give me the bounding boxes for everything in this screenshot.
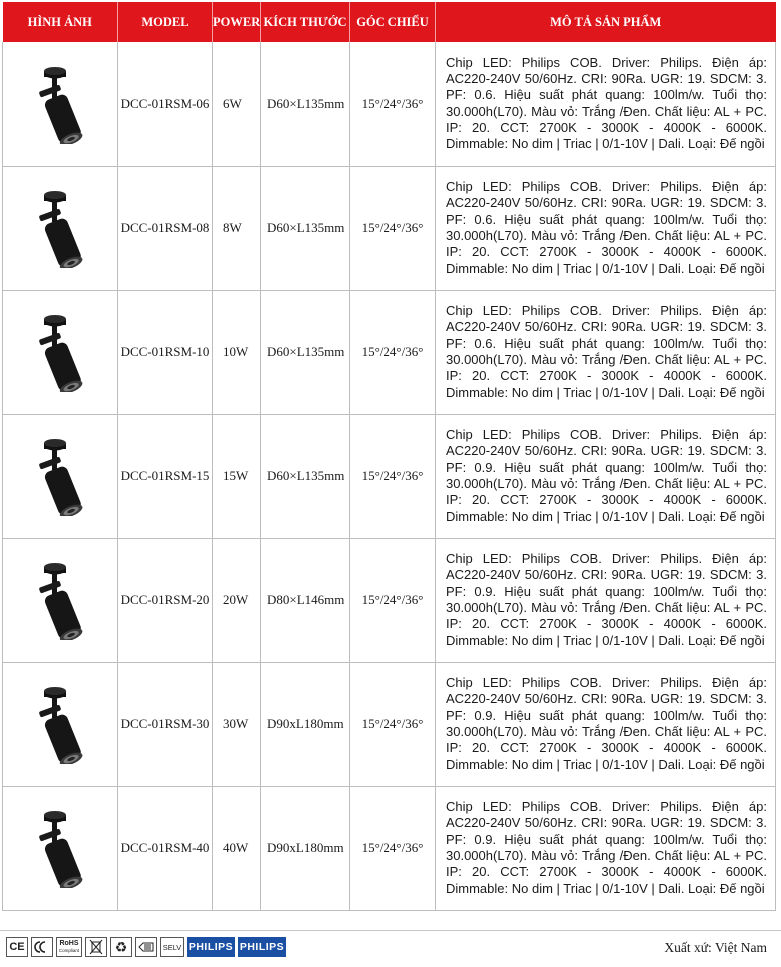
product-spec-table: [2, 2, 776, 911]
spotlight-product-image: [25, 64, 95, 144]
product-image-cell: [3, 42, 118, 166]
beam-angle-cell: 15°/24°/36°: [350, 786, 436, 910]
spotlight-product-image: [25, 560, 95, 640]
description-cell: Chip LED: Philips COB. Driver: Philips. Điện áp: AC220-240V 50/60Hz. CRI: 90Ra. UGR: 19. SDCM: 3. PF: 0.6. Hiệu suất phát quang: 100lm/w. Tuổi thọ: 30.000h(L70). Màu vỏ: Trắng /Đen. Chất liệu: AL + PC. IP: 20. CCT: 2700K - 3000K - 4000K - 6000K. Dimmable: No dim | Triac | 0/1-10V | Dali. Loại: Đế ngồi: [436, 166, 776, 290]
table-header-row: [3, 2, 776, 42]
product-image-cell: [3, 166, 118, 290]
beam-angle-cell: 15°/24°/36°: [350, 538, 436, 662]
power-cell: 6W: [213, 42, 261, 166]
spotlight-product-image: [25, 436, 95, 516]
table-row: [3, 538, 776, 662]
rohs-subtext: Compliant: [58, 948, 80, 953]
beam-angle-cell: 15°/24°/36°: [350, 290, 436, 414]
model-cell: DCC-01RSM-08: [118, 166, 213, 290]
size-cell: D60×L135mm: [261, 42, 350, 166]
spotlight-product-image: [25, 188, 95, 268]
header-image: HÌNH ẢNH: [3, 2, 118, 42]
power-cell: 8W: [213, 166, 261, 290]
model-cell: DCC-01RSM-15: [118, 414, 213, 538]
description-cell: Chip LED: Philips COB. Driver: Philips. Điện áp: AC220-240V 50/60Hz. CRI: 90Ra. UGR: 19. SDCM: 3. PF: 0.9. Hiệu suất phát quang: 100lm/w. Tuổi thọ: 30.000h(L70). Màu vỏ: Trắng /Đen. Chất liệu: AL + PC. IP: 20. CCT: 2700K - 3000K - 4000K - 6000K. Dimmable: No dim | Triac | 0/1-10V | Dali. Loại: Đế ngồi: [436, 786, 776, 910]
selv-icon: [160, 937, 184, 957]
size-cell: D80×L146mm: [261, 538, 350, 662]
beam-angle-cell: 15°/24°/36°: [350, 662, 436, 786]
description-cell: Chip LED: Philips COB. Driver: Philips. Điện áp: AC220-240V 50/60Hz. CRI: 90Ra. UGR: 19. SDCM: 3. PF: 0.6. Hiệu suất phát quang: 100lm/w. Tuổi thọ: 30.000h(L70). Màu vỏ: Trắng /Đen. Chất liệu: AL + PC. IP: 20. CCT: 2700K - 3000K - 4000K - 6000K. Dimmable: No dim | Triac | 0/1-10V | Dali. Loại: Đế ngồi: [436, 42, 776, 166]
table-row: [3, 166, 776, 290]
model-cell: DCC-01RSM-20: [118, 538, 213, 662]
philips-logo-text-2: PHILIPS: [239, 941, 285, 953]
origin-label: Xuất xứ: Việt Nam: [664, 940, 767, 955]
beam-angle-cell: 15°/24°/36°: [350, 414, 436, 538]
table-row: [3, 662, 776, 786]
energy-class-icon: [135, 937, 157, 957]
model-cell: DCC-01RSM-40: [118, 786, 213, 910]
beam-angle-cell: 15°/24°/36°: [350, 42, 436, 166]
description-cell: Chip LED: Philips COB. Driver: Philips. Điện áp: AC220-240V 50/60Hz. CRI: 90Ra. UGR: 19. SDCM: 3. PF: 0.9. Hiệu suất phát quang: 100lm/w. Tuổi thọ: 30.000h(L70). Màu vỏ: Trắng /Đen. Chất liệu: AL + PC. IP: 20. CCT: 2700K - 3000K - 4000K - 6000K. Dimmable: No dim | Triac | 0/1-10V | Dali. Loại: Đế ngồi: [436, 662, 776, 786]
philips-logo-text-1: PHILIPS: [188, 941, 234, 953]
model-cell: DCC-01RSM-30: [118, 662, 213, 786]
header-size: KÍCH THƯỚC: [261, 2, 350, 42]
table-row: [3, 786, 776, 910]
size-cell: D60×L135mm: [261, 414, 350, 538]
philips-logo: [187, 937, 235, 957]
header-description: MÔ TẢ SẢN PHẨM: [436, 2, 776, 42]
table-row: [3, 414, 776, 538]
model-cell: DCC-01RSM-10: [118, 290, 213, 414]
rohs-text: RoHS: [59, 940, 79, 947]
power-cell: 30W: [213, 662, 261, 786]
description-cell: Chip LED: Philips COB. Driver: Philips. Điện áp: AC220-240V 50/60Hz. CRI: 90Ra. UGR: 19. SDCM: 3. PF: 0.9. Hiệu suất phát quang: 100lm/w. Tuổi thọ: 30.000h(L70). Màu vỏ: Trắng /Đen. Chất liệu: AL + PC. IP: 20. CCT: 2700K - 3000K - 4000K - 6000K. Dimmable: No dim | Triac | 0/1-10V | Dali. Loại: Đế ngồi: [436, 538, 776, 662]
product-image-cell: [3, 786, 118, 910]
ukca-mark-icon: [31, 937, 53, 957]
philips-logo: [238, 937, 286, 957]
recycle-icon: ♻: [110, 937, 132, 957]
product-image-cell: [3, 290, 118, 414]
model-cell: DCC-01RSM-06: [118, 42, 213, 166]
size-cell: D90xL180mm: [261, 786, 350, 910]
table-row: [3, 290, 776, 414]
weee-bin-icon: [85, 937, 107, 957]
size-cell: D60×L135mm: [261, 166, 350, 290]
description-cell: Chip LED: Philips COB. Driver: Philips. Điện áp: AC220-240V 50/60Hz. CRI: 90Ra. UGR: 19. SDCM: 3. PF: 0.6. Hiệu suất phát quang: 100lm/w. Tuổi thọ: 30.000h(L70). Màu vỏ: Trắng /Đen. Chất liệu: AL + PC. IP: 20. CCT: 2700K - 3000K - 4000K - 6000K. Dimmable: No dim | Triac | 0/1-10V | Dali. Loại: Đế ngồi: [436, 290, 776, 414]
ce-mark-icon: [6, 937, 28, 957]
spotlight-product-image: [25, 312, 95, 392]
certification-logos: [6, 937, 286, 957]
power-cell: 20W: [213, 538, 261, 662]
power-cell: 10W: [213, 290, 261, 414]
power-cell: 40W: [213, 786, 261, 910]
header-power: POWER: [213, 2, 261, 42]
product-image-cell: [3, 662, 118, 786]
selv-text: SELV: [162, 942, 182, 952]
ce-mark-text: CE: [9, 941, 25, 953]
size-cell: D90xL180mm: [261, 662, 350, 786]
spotlight-product-image: [25, 808, 95, 888]
product-image-cell: [3, 538, 118, 662]
table-row: [3, 42, 776, 166]
spotlight-product-image: [25, 684, 95, 764]
header-model: MODEL: [118, 2, 213, 42]
product-image-cell: [3, 414, 118, 538]
header-angle: GÓC CHIẾU: [350, 2, 436, 42]
footer: [0, 930, 781, 967]
description-cell: Chip LED: Philips COB. Driver: Philips. Điện áp: AC220-240V 50/60Hz. CRI: 90Ra. UGR: 19. SDCM: 3. PF: 0.9. Hiệu suất phát quang: 100lm/w. Tuổi thọ: 30.000h(L70). Màu vỏ: Trắng /Đen. Chất liệu: AL + PC. IP: 20. CCT: 2700K - 3000K - 4000K - 6000K. Dimmable: No dim | Triac | 0/1-10V | Dali. Loại: Đế ngồi: [436, 414, 776, 538]
beam-angle-cell: 15°/24°/36°: [350, 166, 436, 290]
power-cell: 15W: [213, 414, 261, 538]
rohs-icon: [56, 937, 82, 957]
size-cell: D60×L135mm: [261, 290, 350, 414]
